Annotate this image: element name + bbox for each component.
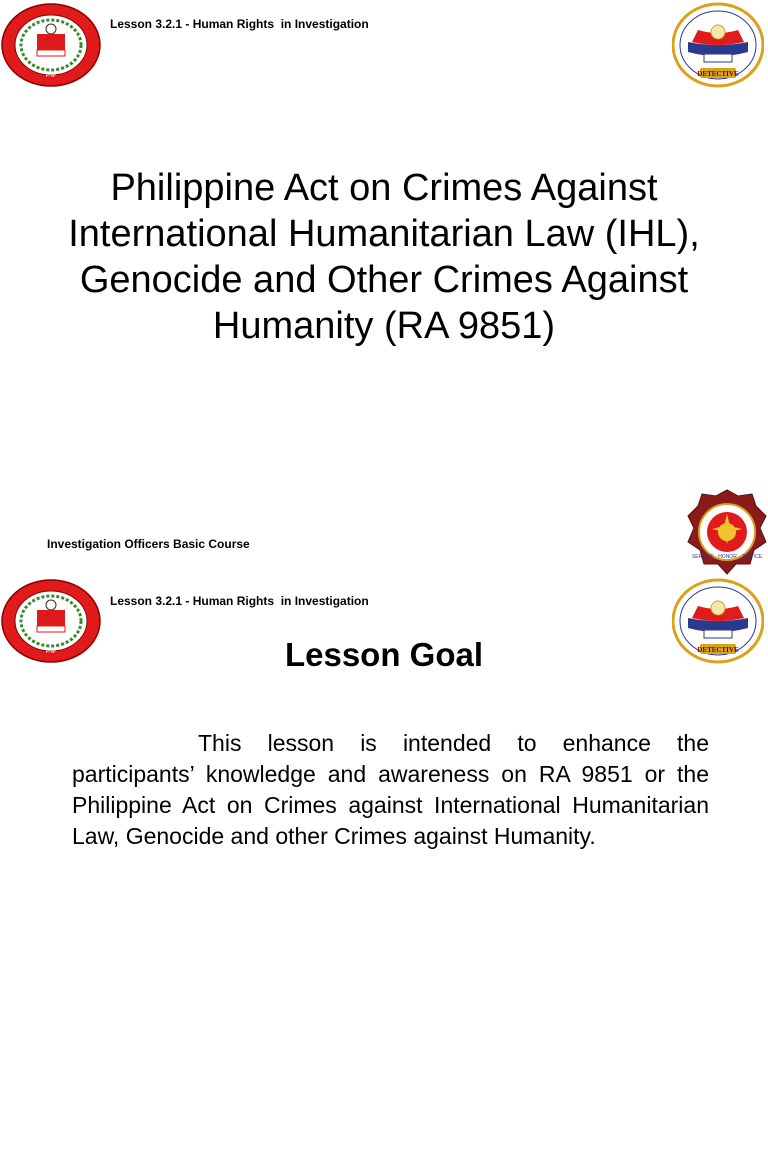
presentation-title: Philippine Act on Crimes Against International Humanitarian Law (IHL), Genocide and Other Crimes Against Humanity (RA 9851) xyxy=(68,167,700,347)
svg-text:DETECTIVE: DETECTIVE xyxy=(697,70,739,78)
svg-text:PNP: PNP xyxy=(45,73,57,79)
course-footer: Investigation Officers Basic Course xyxy=(47,537,250,551)
svg-text:DETECTIVE: DETECTIVE xyxy=(697,646,739,654)
lesson-goal-heading: Lesson Goal xyxy=(284,636,484,673)
lesson-header: Lesson 3.2.1 - Human Rights in Investigation xyxy=(110,594,369,608)
svg-text:PNP: PNP xyxy=(45,649,57,655)
lesson-header: Lesson 3.2.1 - Human Rights in Investigation xyxy=(110,17,369,31)
svg-text:SERVICE · HONOR · JUSTICE: SERVICE · HONOR · JUSTICE xyxy=(691,554,763,560)
slide-2 xyxy=(0,576,768,1152)
pnp-badge-icon xyxy=(686,488,768,576)
red-training-seal-icon xyxy=(0,2,102,88)
detective-seal-icon xyxy=(672,2,764,88)
lesson-goal-text: This lesson is intended to enhance the participants’ knowledge and awareness on RA 9851 or the Philippine Act on Crimes against International Humanitarian Law, Genocide and other Crimes against Humanity. xyxy=(72,730,709,849)
